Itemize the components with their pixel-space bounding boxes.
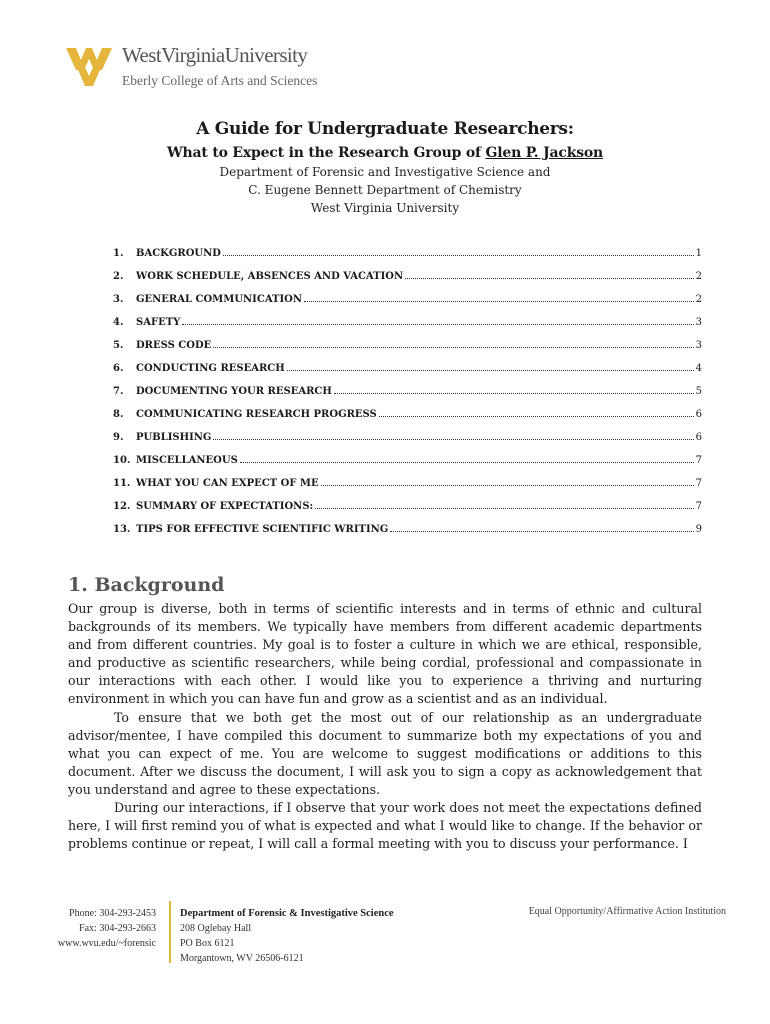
toc-item[interactable] (113, 473, 702, 489)
toc-leader (304, 300, 694, 302)
toc-number: 6. (113, 363, 124, 374)
toc-number: 7. (113, 386, 124, 397)
toc-item[interactable] (113, 381, 702, 397)
toc-number: 8. (113, 409, 124, 420)
toc-label: GENERAL COMMUNICATION (136, 294, 302, 305)
wvu-logo-icon (66, 46, 112, 88)
toc-label: DRESS CODE (136, 340, 212, 351)
toc-item[interactable] (113, 289, 702, 305)
toc-label: SUMMARY OF EXPECTATIONS: (136, 501, 314, 512)
paragraph-3: During our interactions, if I observe that your work does not meet the expectations defined here, I will first remind you of what is expected and what I would like to change. If the behavior or problems continue or repeat, I will call a formal meeting with you to discuss your performance. I (68, 800, 702, 851)
toc-page: 3 (695, 340, 702, 351)
toc-label: TIPS FOR EFFECTIVE SCIENTIFIC WRITING (136, 524, 389, 535)
toc-leader (240, 461, 694, 463)
toc-label: SAFETY (136, 317, 181, 328)
toc-label: DOCUMENTING YOUR RESEARCH (136, 386, 332, 397)
toc-leader (223, 254, 694, 256)
toc-label: BACKGROUND (136, 248, 221, 259)
toc-page: 5 (695, 386, 702, 397)
toc-leader (379, 415, 694, 417)
footer-address-line-3: Morgantown, WV 26506-6121 (180, 953, 304, 964)
toc-item[interactable] (113, 266, 702, 282)
toc-item[interactable] (113, 243, 702, 259)
footer-department: Department of Forensic & Investigative Science (180, 908, 394, 919)
college-name: Eberly College of Arts and Sciences (122, 73, 318, 88)
subtitle-prefix: What to Expect in the Research Group of (167, 145, 486, 161)
toc-number: 1. (113, 248, 124, 259)
toc-leader (315, 507, 693, 509)
toc-number: 2. (113, 271, 124, 282)
toc-item[interactable] (113, 450, 702, 466)
toc-item[interactable] (113, 427, 702, 443)
toc-number: 13. (113, 524, 131, 535)
toc-number: 11. (113, 478, 131, 489)
toc-page: 9 (695, 524, 702, 535)
toc-leader (390, 530, 693, 532)
toc-leader (334, 392, 694, 394)
toc-label: WHAT YOU CAN EXPECT OF ME (136, 478, 319, 489)
toc-page: 3 (695, 317, 702, 328)
toc-number: 5. (113, 340, 124, 351)
footer-eoe-statement: Equal Opportunity/Affirmative Action Institution (528, 906, 726, 917)
toc-leader (213, 346, 693, 348)
toc-page: 4 (695, 363, 702, 374)
toc-page: 6 (695, 409, 702, 420)
toc-label: CONDUCTING RESEARCH (136, 363, 285, 374)
university-name: WestVirginiaUniversity (122, 43, 308, 67)
toc-page: 7 (695, 455, 702, 466)
toc-item[interactable] (113, 335, 702, 351)
footer-address-line-2: PO Box 6121 (180, 938, 235, 949)
section-heading: 1. Background (68, 574, 225, 596)
footer-divider (169, 901, 171, 963)
toc-page: 7 (695, 478, 702, 489)
footer-address (180, 906, 394, 966)
footer-fax: Fax: 304-293-2663 (79, 923, 156, 934)
toc-item[interactable] (113, 312, 702, 328)
toc-page: 2 (695, 271, 702, 282)
toc-leader (321, 484, 694, 486)
toc-page: 1 (695, 248, 702, 259)
footer-address-line-1: 208 Oglebay Hall (180, 923, 252, 934)
toc-leader (213, 438, 693, 440)
toc-page: 2 (695, 294, 702, 305)
toc-number: 3. (113, 294, 124, 305)
toc-item[interactable] (113, 358, 702, 374)
toc-number: 4. (113, 317, 124, 328)
footer-contact (40, 906, 156, 951)
paragraph-1: Our group is diverse, both in terms of scientific interests and in terms of ethnic and cultural backgrounds of its members. We typically have members from different academic departments and from different countries. My goal is to foster a culture in which we are ethical, responsible, and productive as scientific researchers, while being cordial, professional and compassionate in our interactions with each other. I would like you to experience a thriving and nurturing environment in which you can have fun and grow as a scientist and as an individual. (68, 601, 702, 706)
toc-number: 12. (113, 501, 131, 512)
subtitle-author-name: Glen P. Jackson (485, 145, 603, 161)
department-line-3: West Virginia University (310, 201, 460, 215)
toc-leader (182, 323, 693, 325)
toc-item[interactable] (113, 496, 702, 512)
department-line-2: C. Eugene Bennett Department of Chemistry (248, 183, 522, 197)
toc-number: 10. (113, 455, 131, 466)
toc-label: WORK SCHEDULE, ABSENCES AND VACATION (136, 271, 404, 282)
footer-phone: Phone: 304-293-2453 (69, 908, 156, 919)
toc-page: 7 (695, 501, 702, 512)
toc-leader (405, 277, 694, 279)
toc-leader (287, 369, 694, 371)
toc-label: MISCELLANEOUS (136, 455, 238, 466)
document-title: A Guide for Undergraduate Researchers: (196, 119, 574, 139)
footer-website-link[interactable]: www.wvu.edu/~forensic (57, 938, 156, 949)
toc-label: COMMUNICATING RESEARCH PROGRESS (136, 409, 377, 420)
toc-item[interactable] (113, 519, 702, 535)
toc-page: 6 (695, 432, 702, 443)
paragraph-2: To ensure that we both get the most out of our relationship as an undergraduate advisor/mentee, I have compiled this document to summarize both my expectations of you and what you can expect of me. You are welcome to suggest modifications or additions to this document. After we discuss the document, I will ask you to sign a copy as acknowledgement that you understand and agree to these expectations. (68, 710, 702, 797)
department-line-1: Department of Forensic and Investigative Science and (219, 165, 551, 179)
toc-label: PUBLISHING (136, 432, 212, 443)
toc-item[interactable] (113, 404, 702, 420)
document-subtitle (0, 145, 770, 161)
toc-number: 9. (113, 432, 124, 443)
